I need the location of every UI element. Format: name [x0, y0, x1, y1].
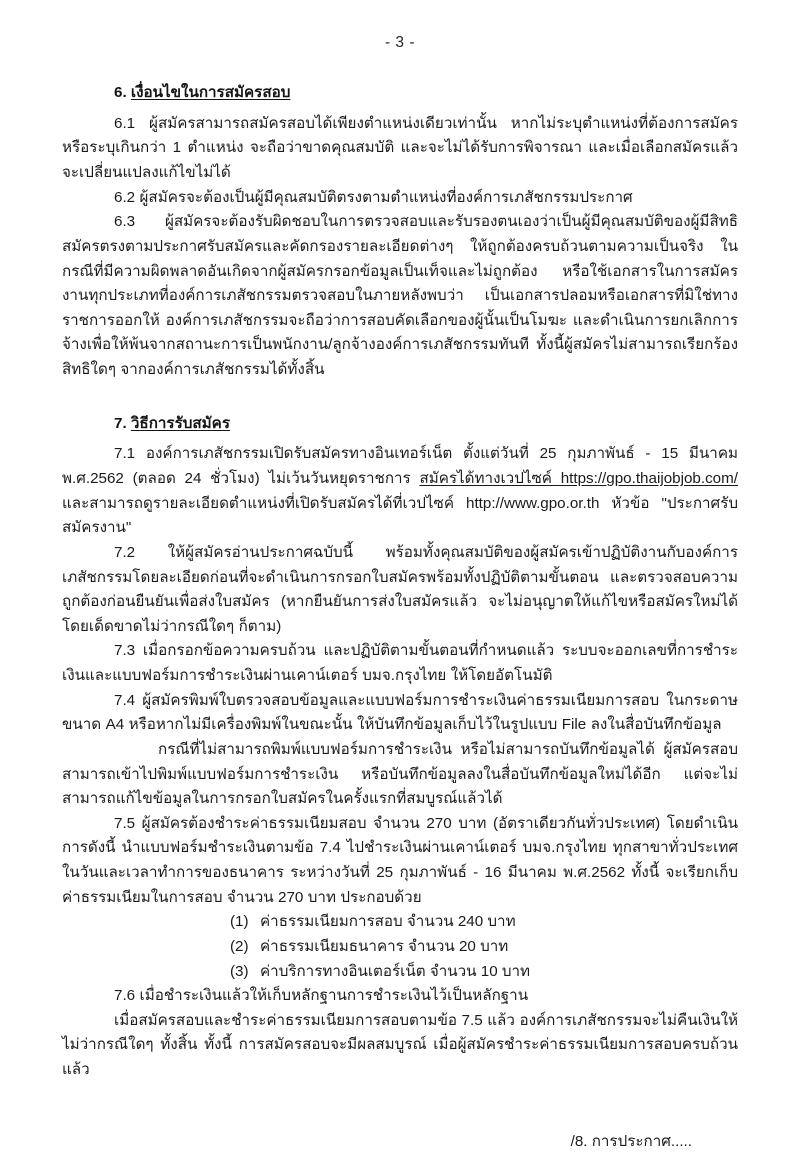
paragraph-7-6-closing: เมื่อสมัครสอบและชำระค่าธรรมเนียมการสอบตามข้อ 7.5 แล้ว องค์การเภสัชกรรมจะไม่คืนเงินให้ไม่ว่ากรณีใดๆ ทั้งสิ้น ทั้งนี้ การสมัครสอบจะมีผลสมบูรณ์ เมื่อผู้สมัครชำระค่าธรรมเนียมการสอบครบถ้วนแล้ว — [62, 1011, 738, 1079]
paragraph-7-4-sub: กรณีที่ไม่สามารถพิมพ์แบบฟอร์มการชำระเงิน หรือไม่สามารถบันทึกข้อมูลได้ ผู้สมัครสอบสามารถเข้าไปพิมพ์แบบฟอร์มการชำระเงิน หรือบันทึกข้อมูลลงในสื่อบันทึกข้อมูลใหม่ได้อีก แต่จะไม่สามารถแก้ไขข้อมูลในการกรอกใบสมัครในครั้งแรกที่สมบูรณ์แล้วได้ — [62, 740, 738, 808]
footer-continuation-note: /8. การประกาศ..... — [570, 1132, 692, 1150]
fee-list-item — [62, 960, 738, 985]
fee-marker: (3) — [230, 962, 249, 980]
fee-list-item — [62, 910, 738, 935]
fee-label: ค่าธรรมเนียมการสอบ จำนวน 240 บาท — [260, 913, 516, 931]
paragraph-7-2: 7.2 ให้ผู้สมัครอ่านประกาศฉบับนี้ พร้อมทั้งคุณสมบัติของผู้สมัครเข้าปฏิบัติงานกับองค์การเภสัชกรรมโดยละเอียดก่อนที่จะดำเนินการกรอกใบสมัครพร้อมทั้งปฏิบัติตามขั้นตอน และตรวจสอบความถูกต้องก่อนยืนยันเพื่อส่งใบสมัคร (หากยืนยันการส่งใบสมัครแล้ว จะไม่อนุญาตให้แก้ไขหรือสมัครใหม่ได้โดยเด็ดขาดไม่ว่ากรณีใดๆ ก็ตาม) — [62, 543, 738, 635]
paragraph-7-1 — [62, 442, 738, 541]
section-title-6: เงื่อนไขในการสมัครสอบ — [130, 84, 291, 101]
document-body — [0, 82, 800, 1153]
fee-list-item — [62, 935, 738, 960]
section-title-7: วิธีการรับสมัคร — [130, 414, 230, 432]
paragraph-6-3: 6.3 ผู้สมัครจะต้องรับผิดชอบในการตรวจสอบและรับรองตนเองว่าเป็นผู้มีคุณสมบัติของผู้มีสิทธิสมัครตรงตามประกาศรับสมัครและคัดกรองรายละเอียดต่างๆ ให้ถูกต้องครบถ้วนตามความเป็นจริง ในกรณีที่มีความผิดพลาดอันเกิดจากผู้สมัครกรอกข้อมูลเป็นเท็จและไม่ถูกต้อง หรือใช้เอกสารในการสมัครงานทุกประเภทที่องค์การเภสัชกรรมตรวจสอบในภายหลังพบว่า เป็นเอกสารปลอมหรือเอกสารที่มิใช่ทางราชการออกให้ องค์การเภสัชกรรมจะถือว่าการสอบคัดเลือกของผู้นั้นเป็นโมฆะ และดำเนินการยกเลิกการจ้างเพื่อให้พ้นจากสถานะการเป็นพนักงาน/ลูกจ้างองค์การเภสัชกรรมทันที ทั้งนี้ผู้สมัครไม่สามารถเรียกร้องสิทธิใดๆ จากองค์การเภสัชกรรมได้ทั้งสิ้น — [62, 213, 738, 379]
fee-marker: (1) — [230, 913, 249, 931]
paragraph-7-1-lead: 7.1 องค์การเภสัชกรรมเปิดรับสมัครทางอินเทอร์เน็ต ตั้งแต่วันที่ 25 กุมภาพันธ์ - 15 มีนาคม พ.ศ.2562 (ตลอด 24 ชั่วโมง) ไม่เว้นวันหยุดราชการ — [62, 445, 738, 488]
paragraph-6-2: 6.2 ผู้สมัครจะต้องเป็นผู้มีคุณสมบัติตรงตามตำแหน่งที่องค์การเภสัชกรรมประกาศ — [114, 188, 633, 206]
application-website-link[interactable]: สมัครได้ทางเวปไซค์ https://gpo.thaijobjob.com/ — [419, 470, 738, 488]
page-number: - 3 - — [384, 34, 416, 51]
fee-breakdown-list — [62, 910, 738, 984]
paragraph-7-4: 7.4 ผู้สมัครพิมพ์ใบตรวจสอบข้อมูลและแบบฟอร์มการชำระเงินค่าธรรมเนียมการสอบ ในกระดาษขนาด A4 หรือหากไม่มีเครื่องพิมพ์ในขณะนั้น ให้บันทึกข้อมูลเก็บไว้ในรูปแบบ File ลงในสื่อบันทึกข้อมูล — [62, 691, 738, 734]
paragraph-7-5: 7.5 ผู้สมัครต้องชำระค่าธรรมเนียมสอบ จำนวน 270 บาท (อัตราเดียวกันทั่วประเทศ) โดยดำเนินการดังนี้ นำแบบฟอร์มชำระเงินตามข้อ 7.4 ไปชำระเงินผ่านเคาน์เตอร์ บมจ.กรุงไทย ทุกสาขาทั่วประเทศ ในวันและเวลาทำการของธนาคาร ระหว่างวันที่ 25 กุมภาพันธ์ - 16 มีนาคม พ.ศ.2562 ทั้งนี้ จะเรียกเก็บค่าธรรมเนียมในการสอบ จำนวน 270 บาท ประกอบด้วย — [62, 814, 738, 906]
paragraph-6-1: 6.1 ผู้สมัครสามารถสมัครสอบได้เพียงตำแหน่งเดียวเท่านั้น หากไม่ระบุตำแหน่งที่ต้องการสมัครหรือระบุเกินกว่า 1 ตำแหน่ง จะถือว่าขาดคุณสมบัติ และจะไม่ได้รับการพิจารณา และเมื่อเลือกสมัครแล้วจะเปลี่ยนแปลงแก้ไขไม่ได้ — [62, 114, 738, 182]
paragraph-7-1-tail: และสามารถดูรายละเอียดตำแหน่งที่เปิดรับสมัครได้ที่เวปไซค์ http://www.gpo.or.th หัวข้อ "ประกาศรับสมัครงาน" — [62, 494, 738, 537]
fee-label: ค่าบริการทางอินเตอร์เน็ต จำนวน 10 บาท — [260, 962, 531, 980]
paragraph-7-6: 7.6 เมื่อชำระเงินแล้วให้เก็บหลักฐานการชำระเงินไว้เป็นหลักฐาน — [114, 987, 529, 1005]
section-heading-7 — [62, 413, 738, 436]
fee-marker: (2) — [230, 937, 249, 955]
section-number-6: 6. — [114, 84, 127, 101]
paragraph-7-3: 7.3 เมื่อกรอกข้อความครบถ้วน และปฏิบัติตามขั้นตอนที่กำหนดแล้ว ระบบจะออกเลขที่การชำระเงินและแบบฟอร์มการชำระเงินผ่านเคาน์เตอร์ บมจ.กรุงไทย ให้โดยอัตโนมัติ — [62, 642, 738, 685]
section-number-7: 7. — [114, 414, 127, 432]
fee-label: ค่าธรรมเนียมธนาคาร จำนวน 20 บาท — [260, 937, 509, 955]
section-heading-6 — [62, 82, 738, 105]
